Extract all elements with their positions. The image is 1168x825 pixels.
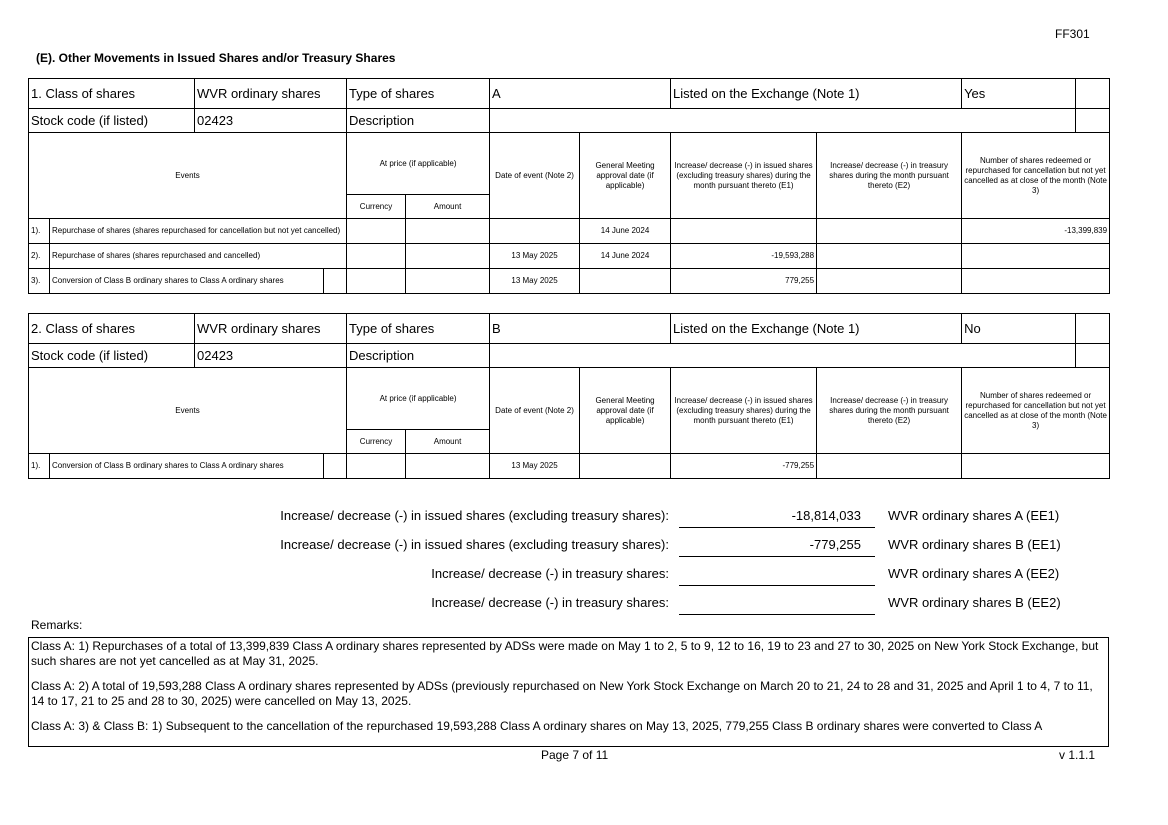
stock-code-value: 02423 — [195, 344, 347, 368]
stock-code-label: Stock code (if listed) — [29, 109, 195, 133]
row-event: Conversion of Class B ordinary shares to Class A ordinary shares — [50, 269, 324, 294]
amount-header: Amount — [406, 195, 490, 219]
summary-desc: WVR ordinary shares B (EE1) — [888, 537, 1061, 552]
at-price-header: At price (if applicable) — [347, 133, 490, 195]
row-date: 13 May 2025 — [490, 244, 580, 269]
share-class-a-table — [28, 78, 1110, 294]
description-label: Description — [347, 344, 490, 368]
blank-cell — [1076, 109, 1110, 133]
blank-cell — [1076, 79, 1110, 109]
stock-code-label: Stock code (if listed) — [29, 344, 195, 368]
remarks-title: Remarks: — [31, 618, 83, 632]
summary-label: Increase/ decrease (-) in issued shares (excluding treasury shares): — [280, 537, 669, 552]
class-label: 2. Class of shares — [29, 314, 195, 344]
row-amount — [406, 269, 490, 294]
row-e1: -19,593,288 — [671, 244, 817, 269]
row-date: 13 May 2025 — [490, 454, 580, 479]
remark-paragraph: Class A: 3) & Class B: 1) Subsequent to the cancellation of the repurchased 19,593,288 Class A ordinary shares on May 13, 2025, 779,255 Class B ordinary shares were converted to Class A — [31, 719, 1043, 733]
summary-desc: WVR ordinary shares B (EE2) — [888, 595, 1061, 610]
row-date — [490, 219, 580, 244]
table-row — [29, 219, 1110, 244]
summary-value: -779,255 — [679, 537, 875, 557]
date-header: Date of event (Note 2) — [490, 368, 580, 454]
form-code: FF301 — [1055, 27, 1090, 41]
row-currency — [347, 244, 406, 269]
row-currency — [347, 219, 406, 244]
share-class-b-table — [28, 313, 1110, 479]
row-e2 — [817, 454, 962, 479]
row-amount — [406, 244, 490, 269]
row-redeemed — [962, 454, 1110, 479]
remarks-box — [28, 637, 1109, 747]
row-redeemed — [962, 244, 1110, 269]
row-e1: 779,255 — [671, 269, 817, 294]
row-amount — [406, 454, 490, 479]
listed-label: Listed on the Exchange (Note 1) — [671, 79, 962, 109]
row-event: Conversion of Class B ordinary shares to Class A ordinary shares — [50, 454, 324, 479]
remark-paragraph: Class A: 2) A total of 19,593,288 Class A ordinary shares represented by ADSs (previously repurchased on New York Stock Exchange on March 20 to 21, 24 to 28 and 31, 2025 and April 1 to 4, 7 to 11, 14 to 17, 21 to 25 and 28 to 30, 2025) were cancelled on May 13, 2025. — [31, 679, 1093, 708]
blank-cell — [1076, 344, 1110, 368]
row-event: Repurchase of shares (shares repurchased and cancelled) — [50, 244, 347, 269]
row-gm-date — [580, 269, 671, 294]
row-gm-date: 14 June 2024 — [580, 219, 671, 244]
row-e1: -779,255 — [671, 454, 817, 479]
table-row — [29, 269, 1110, 294]
row-number: 3). — [29, 269, 50, 294]
amount-header: Amount — [406, 430, 490, 454]
listed-label: Listed on the Exchange (Note 1) — [671, 314, 962, 344]
date-header: Date of event (Note 2) — [490, 133, 580, 219]
row-currency — [347, 269, 406, 294]
events-header: Events — [29, 133, 347, 219]
e1-header: Increase/ decrease (-) in issued shares (excluding treasury shares) during the month pursuant thereto (E1) — [671, 133, 817, 219]
row-number: 2). — [29, 244, 50, 269]
description-value — [490, 344, 1076, 368]
row-gm-date — [580, 454, 671, 479]
stock-code-value: 02423 — [195, 109, 347, 133]
type-value: B — [490, 314, 671, 344]
summary-desc: WVR ordinary shares A (EE2) — [888, 566, 1060, 581]
listed-value: Yes — [962, 79, 1076, 109]
currency-header: Currency — [347, 195, 406, 219]
summary-row — [0, 508, 1168, 530]
gm-approval-header: General Meeting approval date (if applicable) — [580, 133, 671, 219]
e1-header: Increase/ decrease (-) in issued shares (excluding treasury shares) during the month pursuant thereto (E1) — [671, 368, 817, 454]
summary-value — [679, 595, 875, 615]
row-redeemed — [962, 269, 1110, 294]
summary-label: Increase/ decrease (-) in treasury shares: — [431, 566, 669, 581]
summary-value: -18,814,033 — [679, 508, 875, 528]
row-extra — [324, 454, 347, 479]
blank-cell — [1076, 314, 1110, 344]
remark-paragraph: Class A: 1) Repurchases of a total of 13,399,839 Class A ordinary shares represented by ADSs were made on May 1 to 2, 5 to 9, 12 to 16, 19 to 23 and 27 to 30, 2025 on New York Stock Exchange, but such shares are not yet cancelled as at May 31, 2025. — [31, 639, 1099, 668]
summary-row — [0, 537, 1168, 559]
row-e1 — [671, 219, 817, 244]
at-price-header: At price (if applicable) — [347, 368, 490, 430]
class-label: 1. Class of shares — [29, 79, 195, 109]
description-label: Description — [347, 109, 490, 133]
e2-header: Increase/ decrease (-) in treasury shares during the month pursuant thereto (E2) — [817, 133, 962, 219]
row-number: 1). — [29, 219, 50, 244]
row-redeemed: -13,399,839 — [962, 219, 1110, 244]
page-number: Page 7 of 11 — [541, 748, 609, 762]
summary-row — [0, 595, 1168, 617]
row-amount — [406, 219, 490, 244]
row-e2 — [817, 244, 962, 269]
gm-approval-header: General Meeting approval date (if applicable) — [580, 368, 671, 454]
row-extra — [324, 269, 347, 294]
redeemed-header: Number of shares redeemed or repurchased for cancellation but not yet cancelled as at close of the month (Note 3) — [962, 133, 1110, 219]
type-label: Type of shares — [347, 314, 490, 344]
events-header: Events — [29, 368, 347, 454]
row-currency — [347, 454, 406, 479]
currency-header: Currency — [347, 430, 406, 454]
type-label: Type of shares — [347, 79, 490, 109]
class-value: WVR ordinary shares — [195, 314, 347, 344]
summary-value — [679, 566, 875, 586]
table-row — [29, 244, 1110, 269]
version-label: v 1.1.1 — [1059, 748, 1096, 762]
row-e2 — [817, 269, 962, 294]
redeemed-header: Number of shares redeemed or repurchased for cancellation but not yet cancelled as at close of the month (Note 3) — [962, 368, 1110, 454]
description-value — [490, 109, 1076, 133]
section-title: (E). Other Movements in Issued Shares and/or Treasury Shares — [36, 51, 396, 65]
row-gm-date: 14 June 2024 — [580, 244, 671, 269]
summary-label: Increase/ decrease (-) in issued shares (excluding treasury shares): — [280, 508, 669, 523]
row-e2 — [817, 219, 962, 244]
summary-desc: WVR ordinary shares A (EE1) — [888, 508, 1060, 523]
type-value: A — [490, 79, 671, 109]
e2-header: Increase/ decrease (-) in treasury shares during the month pursuant thereto (E2) — [817, 368, 962, 454]
row-number: 1). — [29, 454, 50, 479]
listed-value: No — [962, 314, 1076, 344]
summary-label: Increase/ decrease (-) in treasury shares: — [431, 595, 669, 610]
row-event: Repurchase of shares (shares repurchased for cancellation but not yet cancelled) — [50, 219, 347, 244]
class-value: WVR ordinary shares — [195, 79, 347, 109]
summary-row — [0, 566, 1168, 588]
row-date: 13 May 2025 — [490, 269, 580, 294]
table-row — [29, 454, 1110, 479]
